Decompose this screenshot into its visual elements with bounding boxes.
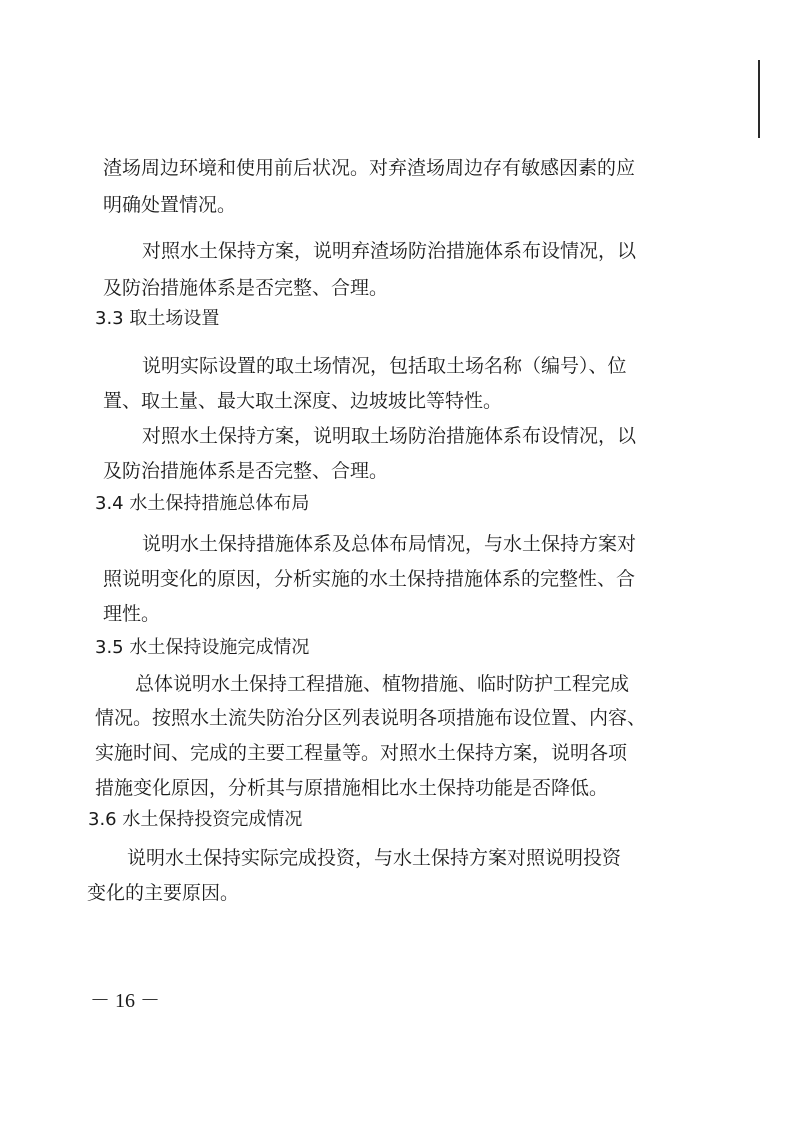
section-heading: 3.4 水土保持措施总体布局: [95, 493, 310, 514]
paragraph-line: 实施时间、完成的主要工程量等。对照水土保持方案，说明各项: [95, 742, 628, 764]
paragraph-line: 明确处置情况。: [103, 194, 237, 216]
paragraph-line: 照说明变化的原因，分析实施的水土保持措施体系的完整性、合: [103, 568, 636, 590]
paragraph-line: 说明实际设置的取土场情况，包括取土场名称（编号）、位: [142, 355, 627, 377]
paragraph-line: 及防治措施体系是否完整、合理。: [103, 460, 389, 482]
paragraph-line: 置、取土量、最大取土深度、边坡坡比等特性。: [103, 390, 503, 412]
paragraph-line: 情况。按照水土流失防治分区列表说明各项措施布设位置、内容、: [95, 707, 647, 729]
section-heading: 3.6 水土保持投资完成情况: [88, 809, 303, 830]
paragraph-line: 渣场周边环境和使用前后状况。对弃渣场周边存有敏感因素的应: [103, 157, 636, 179]
paragraph-line: 变化的主要原因。: [87, 882, 240, 904]
section-heading: 3.5 水土保持设施完成情况: [95, 637, 310, 658]
paragraph-line: 总体说明水土保持工程措施、植物措施、临时防护工程完成: [135, 673, 630, 695]
paragraph-line: 说明水土保持实际完成投资，与水土保持方案对照说明投资: [127, 847, 622, 869]
paragraph-line: 说明水土保持措施体系及总体布局情况，与水土保持方案对: [142, 533, 637, 555]
paragraph-line: 及防治措施体系是否完整、合理。: [103, 277, 389, 299]
paragraph-line: 措施变化原因，分析其与原措施相比水土保持功能是否降低。: [95, 777, 609, 799]
paragraph-line: 对照水土保持方案，说明取土场防治措施体系布设情况，以: [142, 425, 637, 447]
paragraph-line: 对照水土保持方案，说明弃渣场防治措施体系布设情况，以: [142, 240, 637, 262]
section-heading: 3.3 取土场设置: [95, 308, 220, 329]
page-edge-mark: [758, 60, 760, 138]
page-number: － 16 －: [90, 990, 160, 1012]
paragraph-line: 理性。: [103, 603, 161, 625]
